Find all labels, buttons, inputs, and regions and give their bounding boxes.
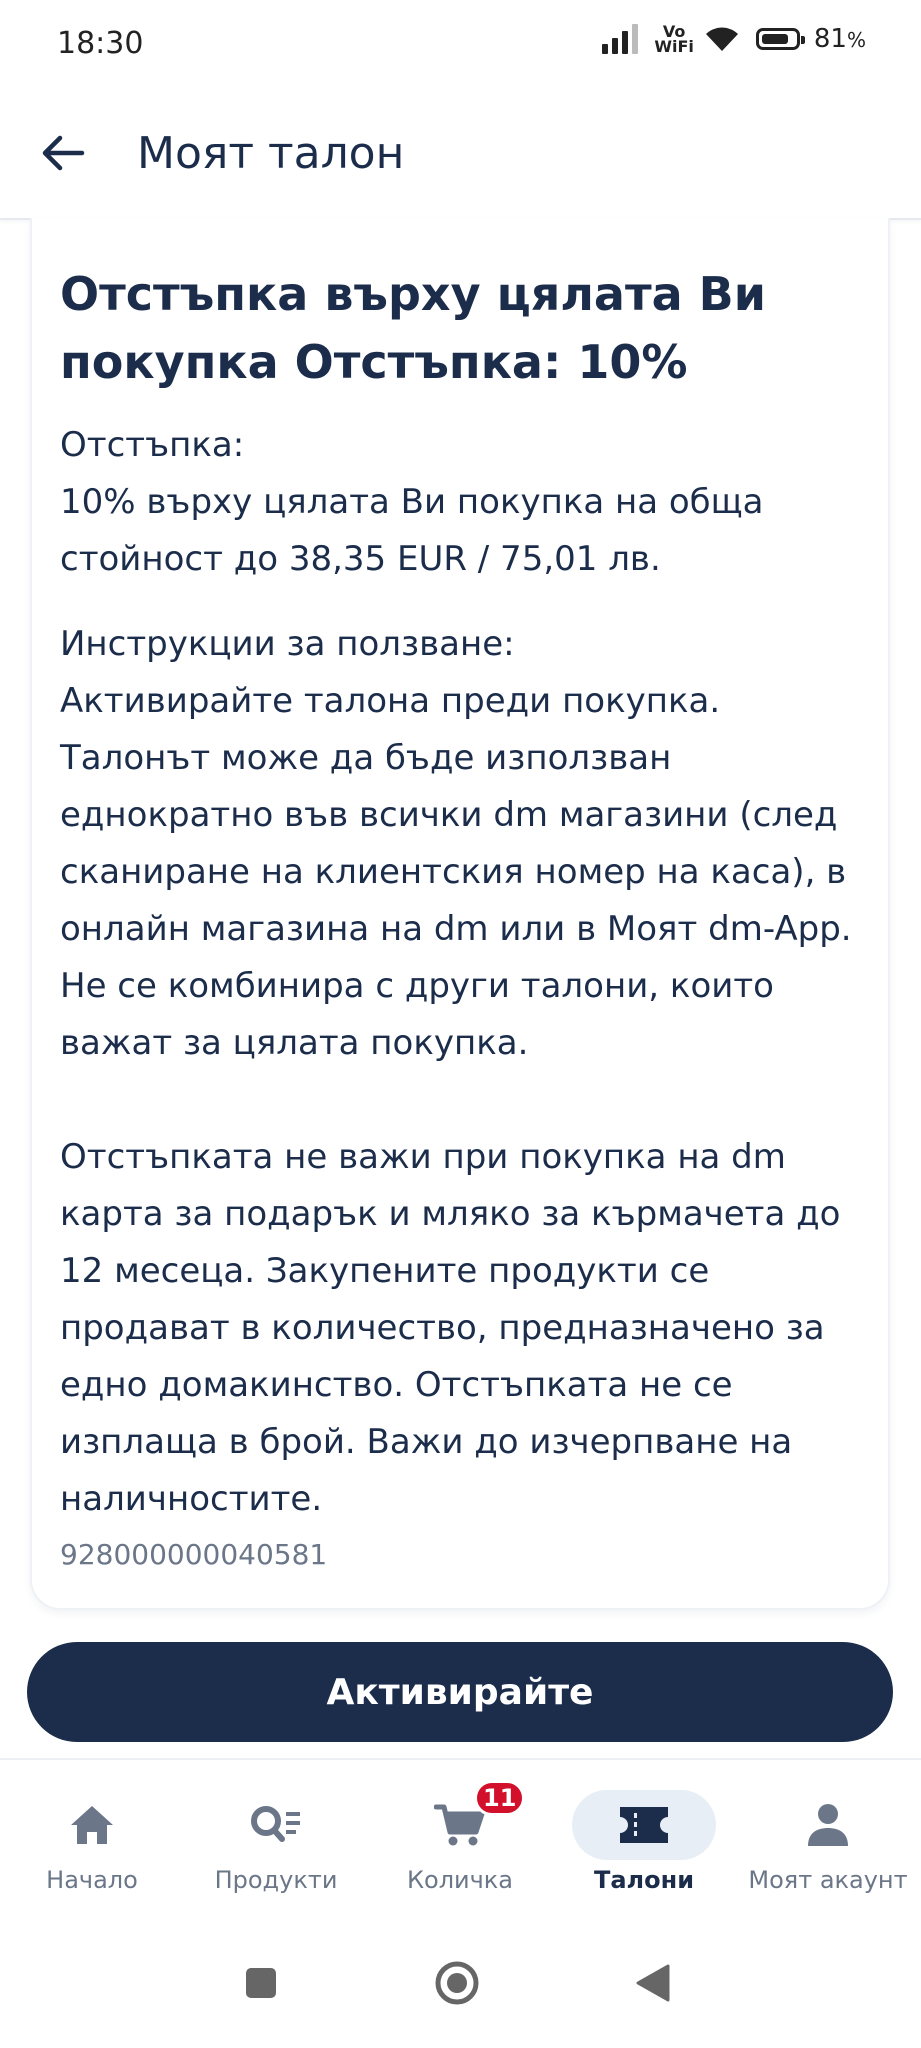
recent-apps-button[interactable] bbox=[236, 1958, 286, 2008]
back-system-button[interactable] bbox=[628, 1958, 678, 2008]
vowifi-indicator: Vo WiFi bbox=[654, 22, 694, 56]
square-icon bbox=[244, 1966, 278, 2000]
nav-item-home[interactable] bbox=[0, 1790, 184, 1894]
top-app-bar bbox=[0, 92, 921, 220]
circle-icon bbox=[434, 1960, 480, 2006]
discount-section bbox=[60, 417, 880, 588]
coupon-code: 928000000040581 bbox=[60, 1538, 328, 1571]
instructions-text: Активирайте талона преди покупка. Талонът може да бъде използван еднократно във всички dm магазини (след сканиране на клиентския номер на каса), в онлайн магазина на dm или в Моят dm-App. Не се комбинира с други талони, които важат за цялата покупка. bbox=[60, 681, 852, 1063]
battery-icon bbox=[756, 28, 800, 50]
search-list-icon bbox=[248, 1803, 304, 1847]
coupon-icon bbox=[618, 1805, 670, 1845]
bottom-navigation bbox=[0, 1758, 921, 1920]
nav-item-account[interactable] bbox=[736, 1790, 920, 1894]
person-icon bbox=[806, 1802, 850, 1848]
home-icon bbox=[68, 1803, 116, 1847]
back-button[interactable] bbox=[30, 120, 96, 186]
cart-count-badge: 11 bbox=[474, 1780, 525, 1816]
arrow-left-icon bbox=[30, 120, 96, 186]
status-bar bbox=[0, 0, 921, 92]
nav-item-cart[interactable] bbox=[368, 1784, 552, 1894]
status-time: 18:30 bbox=[57, 26, 144, 61]
coupon-title: Отстъпка върху цялата Ви покупка Отстъпка: 10% bbox=[60, 267, 766, 389]
discount-heading: Отстъпка: bbox=[60, 425, 245, 465]
coupon-card bbox=[30, 218, 890, 1610]
nav-label-coupons: Талони bbox=[593, 1866, 695, 1894]
nav-label-account: Моят акаунт bbox=[748, 1866, 908, 1894]
activate-button[interactable]: Активирайте bbox=[27, 1642, 893, 1742]
cell-signal-icon bbox=[602, 24, 638, 54]
instructions-heading: Инструкции за ползване: bbox=[60, 624, 515, 664]
home-system-button[interactable] bbox=[432, 1958, 482, 2008]
discount-text: 10% върху цялата Ви покупка на обща стойност до 38,35 EUR / 75,01 лв. bbox=[60, 482, 764, 579]
nav-label-cart: Количка bbox=[406, 1866, 514, 1894]
nav-item-products[interactable] bbox=[184, 1790, 368, 1894]
status-icons bbox=[602, 24, 866, 54]
terms-text: Отстъпката не важи при покупка на dm карта за подарък и мляко за кърмачета до 12 месеца. Закупените продукти се продават в количество, предназначено за едно домакинство. Отстъпката не се изплаща в брой. Важи до изчерпване на наличностите. bbox=[60, 1137, 841, 1519]
nav-label-home: Начало bbox=[46, 1866, 138, 1894]
wifi-icon bbox=[704, 25, 740, 53]
battery-percentage: 81% bbox=[813, 24, 866, 54]
nav-item-coupons[interactable] bbox=[552, 1790, 736, 1894]
triangle-back-icon bbox=[634, 1963, 672, 2003]
nav-label-products: Продукти bbox=[214, 1866, 338, 1894]
instructions-section bbox=[60, 616, 880, 1528]
page-title: Моят талон bbox=[137, 128, 405, 179]
system-navigation-bar bbox=[0, 1918, 921, 2048]
